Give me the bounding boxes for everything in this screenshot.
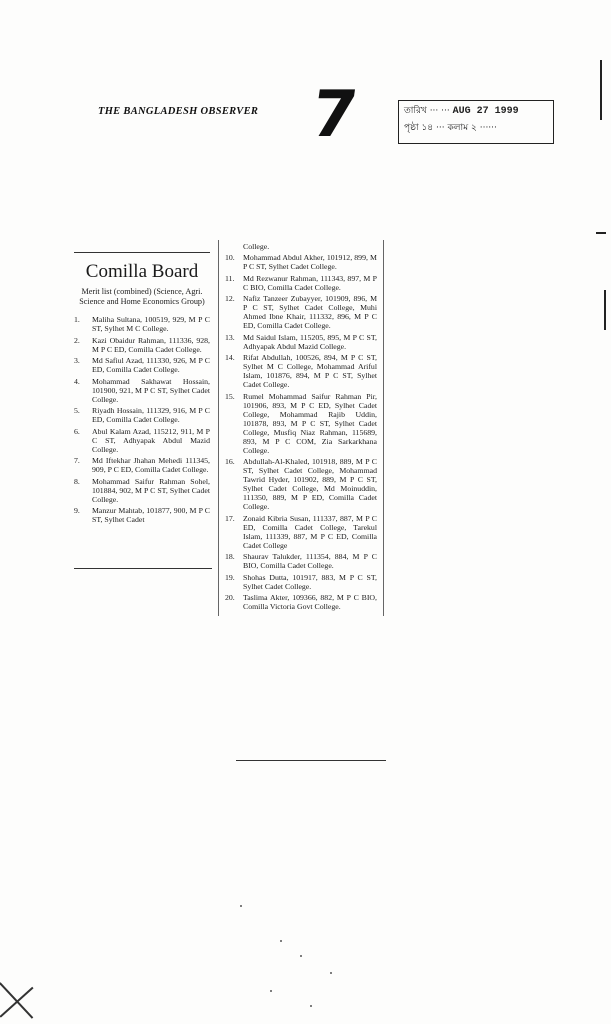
list-item: [225, 514, 377, 550]
entry-text: Mohammad Saifur Rahman Sohel, 101884, 902, M P C ST, Sylhet Cadet College.: [92, 476, 210, 504]
entry-number: 2.: [74, 335, 80, 345]
archive-stamp: [398, 100, 554, 144]
stamp-column-label: কলাম: [447, 123, 469, 133]
handwritten-page-number: 7: [306, 78, 362, 152]
entry-number: 12.: [225, 294, 235, 303]
list-item: [74, 406, 210, 424]
list-item: [74, 336, 210, 354]
entry-text: Kazi Obaidur Rahman, 111336, 928, M P C ED, Comilla Cadet College.: [92, 335, 210, 354]
entry-number: 1.: [74, 315, 80, 324]
entry-text: Mohammad Sakhawat Hossain, 101900, 921, M P C ST, Sylhet Cadet College.: [92, 376, 210, 404]
newspaper-masthead: THE BANGLADESH OBSERVER: [98, 106, 259, 117]
list-item: [74, 477, 210, 504]
entry-text: Shaurav Talukder, 111354, 884, M P C BIO, Comilla Cadet College.: [243, 552, 377, 570]
entry-number: 3.: [74, 356, 80, 365]
article-subtitle: Merit list (combined) (Science, Agri. Science and Home Economics Group): [79, 287, 205, 306]
entry-number: 15.: [225, 391, 235, 401]
entry-number: 14.: [225, 353, 235, 362]
entry-text: Abdullah-Al-Khaled, 101918, 889, M P C ST, Sylhet Cadet College, Mohammad Tawrid Hyder, 101902, 889, M P C ST, Sylhet Cadet College, Md Moinuddin, 111350, 889, M P ED, Comilla Cadet College.: [243, 457, 377, 511]
list-item: [225, 573, 377, 591]
entry-number: 10.: [225, 253, 235, 262]
list-item: [225, 294, 377, 330]
entry-text: Shohas Dutta, 101917, 883, M P C ST, Sylhet Cadet College.: [243, 572, 377, 591]
list-item: [74, 315, 210, 333]
entry-text: Rumel Mohammad Saifur Rahman Pir, 101906, 893, M P C ED, Sylhet Cadet College, Mohammad Rajib Uddin, 101878, 893, M P C ST, Sylhet Cadet College, Musfiq Niaz Rahman, 115689, 893, M P C COM, Zia Sarkarkhana College.: [243, 391, 377, 455]
entry-number: 7.: [74, 456, 80, 465]
article-end-rule: [236, 760, 386, 761]
entry-number: 17.: [225, 513, 235, 523]
scan-speck: [280, 940, 282, 942]
entry-text: Rifat Abdullah, 100526, 894, M P C ST, Sylhet M C College, Mohammad Ariful Islam, 101876, 894, M P C ST, Sylhet Cadet College.: [243, 353, 377, 389]
entry-number: 19.: [225, 572, 235, 582]
scan-speck: [270, 990, 272, 992]
entry-number: 8.: [74, 476, 80, 486]
scan-speck: [300, 955, 302, 957]
list-item: [225, 353, 377, 389]
entry-number: 18.: [225, 552, 235, 561]
scan-speck: [240, 905, 242, 907]
stamp-date-label: তারিখ: [404, 106, 427, 116]
article-column-2: [218, 240, 384, 616]
scan-edge-mark: [604, 290, 606, 330]
entry-text: Md Safiul Azad, 111330, 926, M P C ED, Comilla Cadet College.: [92, 356, 210, 374]
scan-speck: [330, 972, 332, 974]
entry-number: 11.: [225, 273, 235, 283]
stamp-page-value: ১৪: [421, 123, 434, 133]
entry-text: Md Saidul Islam, 115205, 895, M P C ST, Adhyapak Abdul Mazid College.: [243, 332, 377, 351]
entry-text: Maliha Sultana, 100519, 929, M P C ST, Sylhet M C College.: [92, 315, 210, 333]
entry-number: 6.: [74, 426, 80, 436]
list-item: [74, 427, 210, 454]
list-item: [225, 253, 377, 271]
entry-text: Nafiz Tanzeer Zubayyer, 101909, 896, M P C ST, Sylhet Cadet College, Muhi Ahmed Ibne Khair, 111332, 896, M P C ED, Comilla Cadet College.: [243, 294, 377, 330]
entry-text: Zonaid Kibria Susan, 111337, 887, M P C ED, Comilla Cadet College, Tarekul Islam, 111339, 887, M P C ED, Comilla Cadet College: [243, 513, 377, 550]
list-item: [225, 457, 377, 511]
article-column-1: [74, 252, 210, 527]
entry-text: Manzur Mahtab, 101877, 900, M P C ST, Sylhet Cadet: [92, 506, 210, 524]
stamp-page-row: পৃষ্ঠা ১৪ ··· কলাম ২ ······: [404, 123, 497, 133]
entry-number: 20.: [225, 593, 235, 602]
scan-speck: [310, 1005, 312, 1007]
entry-text: Mohammad Abdul Akher, 101912, 899, M P C ST, Sylhet Cadet College.: [243, 253, 377, 271]
entry-text: Md Rezwanur Rahman, 111343, 897, M P C BIO, Comilla Cadet College.: [243, 273, 377, 292]
entry-text: Riyadh Hossain, 111329, 916, M P C ED, Comilla Cadet College.: [92, 406, 210, 424]
entry-number: 9.: [74, 506, 80, 515]
stamp-date-value: AUG 27 1999: [452, 106, 519, 117]
list-item: [74, 456, 210, 474]
stamp-page-label: পৃষ্ঠা: [404, 123, 419, 133]
continued-text: College.: [243, 242, 270, 251]
entry-number: 16.: [225, 457, 235, 466]
list-item: [74, 506, 210, 524]
scan-edge-mark: [596, 232, 606, 234]
column-divider: [74, 568, 212, 569]
entry-text: Md Iftekhar Jhahan Mehedi 111345, 909, P C ED, Comilla Cadet College.: [92, 456, 210, 474]
article-title: Comilla Board: [85, 261, 199, 282]
list-item: [225, 552, 377, 570]
stamp-column-value: ২: [470, 123, 477, 133]
list-item: [225, 392, 377, 455]
list-item: [74, 377, 210, 404]
list-item: [225, 333, 377, 351]
merit-list-part-1: [74, 315, 210, 524]
entry-number: 5.: [74, 406, 80, 415]
merit-list-part-2: [225, 253, 377, 611]
list-item: [225, 593, 377, 611]
scan-edge-mark: [600, 60, 602, 120]
entry-text: Abul Kalam Azad, 115212, 911, M P C ST, Adhyapak Abdul Mazid College.: [92, 426, 210, 454]
stamp-date-row: তারিখ ··· ··· AUG 27 1999: [404, 106, 519, 117]
list-item: [74, 356, 210, 374]
entry-number: 4.: [74, 376, 80, 386]
list-item: [225, 274, 377, 292]
entry-number: 13.: [225, 332, 235, 342]
entry-text: Taslima Akter, 109366, 882, M P C BIO, Comilla Victoria Govt College.: [243, 593, 377, 611]
